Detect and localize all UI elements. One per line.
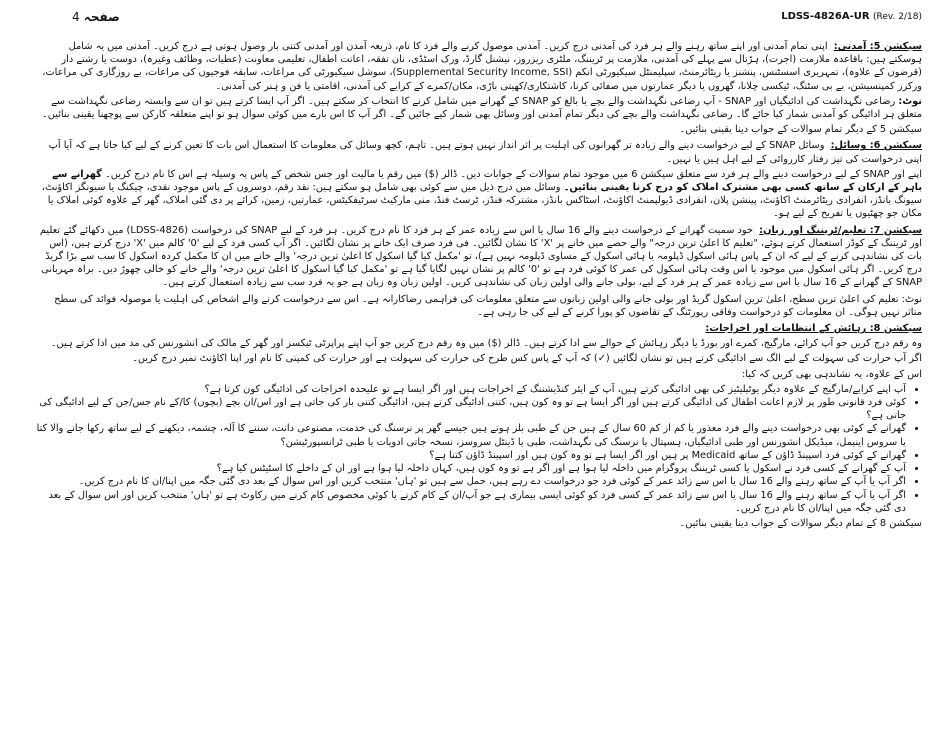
- section-8-heading: سیکشن 8: رہائش کے انتظامات اور اخراجات:: [705, 323, 922, 335]
- section-6-bold-instruction: گھرانے سے باہر کے ارکان کے ساتھ کسی بھی مشترک املاک کو درج کرنا یقینی بنائیں۔: [52, 168, 922, 194]
- section-7-note: نوٹ: تعلیم کی اعلیٰ ترین سطح، اعلیٰ ترین اسکول گریڈ اور بولی جانے والی اولین زبانوں سے متعلق معلومات کی فراہمی رضاکارانہ ہے۔ اس سے درخواست کرنے والے اشخاص کی اہلیت یا موصولہ فوائد کی سطح متاثر نہیں ہوگی۔ ان معلومات کو درخواست وفاقی رپورٹنگ کے تقاضوں کو پورا کرنے کے لیے کی جا رہی ہے۔: [54, 293, 922, 318]
- page-word: صفحہ: [83, 10, 120, 24]
- bullet-item: • آپ کے گھرانے کے کسی فرد نے اسکول یا کسی ٹریننگ پروگرام میں داخلہ لیا ہوا ہے اور اگر ہے تو وہ کون ہیں، کہاں داخلہ لیا ہوا ہے اور ان کے داخلے کا اسٹیٹس کیا ہے؟: [36, 462, 906, 475]
- section-7-body: خود سمیت گھرانے کے درخواست دینے والے 16 سال یا اس سے زیادہ عمر کے ہر فرد کا نام درج کریں۔ ہر فرد کے لیے SNAP کی درخواست (LDSS-4826) میں دکھائے گئے تعلیم اور ٹریننگ کے کوڈز استعمال کرتے ہوئے، "تعلیم کا اعلیٰ ترین درجہ" والے حصے میں خانے پر 'X' کا نشان لگائیں۔ فی فرد صرف ایک خانے پر نشان لگائیں۔ اگر آپ کسی فرد کے لیے '0' کالم میں 'X' درج کرتے ہیں، (اس بات کی نشاندہی کرنے کے لیے کہ ان کے پاس ہائی اسکول ڈپلومہ یا ہائی اسکول کے مساوی ڈپلومہ نہیں ہے)، تو 'مکمل کیا گیا اسکول کا اعلیٰ ترین درجہ' والے خانے میں ان کا مکمل کردہ اسکول کا سب سے بڑا گریڈ درج کریں۔ اگر ہائی اسکول میں موجود یا اس وقت ہائی اسکول کی عمر کا کوئی فرد ہے تو '0' کالم پر نشان نہیں لگایا گیا ہے تو 'مکمل کیا گیا اسکول کا اعلیٰ ترین درجہ' والے خانے کو خالی چھوڑ دیں۔ براہ مہربانی SNAP کے گھرانے کے 16 سال یا اس سے زیادہ عمر کے ہر فرد کے لیے، بولی جانے والی اولین زبان کی نشاندہی کریں۔ اولین زبان وہ زبان ہے جو یہ فرد سب سے زیادہ استعمال کرتے ہیں۔: [39, 224, 922, 289]
- section-6-details: [36, 168, 922, 221]
- section-8-heating: اگر آپ حرارت کی سہولت کے لیے الگ سے ادائیگی کرتے ہیں تو نشان لگائیں (✓) کہ آپ کے پاس کس طرح کی حرارت کی سہولت ہے اور حرارت کی کمپنی کا نام اور اپنا اکاؤنٹ نمبر درج کریں۔: [132, 353, 922, 365]
- form-revision: (Rev. 2/18): [873, 12, 922, 22]
- section-5-note-text: رضاعی نگہداشت کی ادائیگیاں اور SNAP - آپ رضاعی نگہداشت والے بچے یا بالغ کو SNAP کے گھرانے میں شامل کرنے کا انتخاب کر سکتے ہیں۔ اگر آپ ایسا کرتے ہیں تو ان سے وابستہ رضاعی نگہداشت سے متعلق ہر ادائیگی کو آمدنی شمار کیا جائے گا۔ رضاعی نگہداشت والے بچے کی دیگر تمام آمدنی اور وسائل بھی شمار کیے جائیں گے۔ اگر آپ کا اس بارے میں کوئی سوال ہو تو اپنے متعلقہ کارکن سے پوچھنا یقینی بنائیں۔: [42, 95, 922, 121]
- section-6-body: وسائل SNAP کے لیے درخواست دینے والے زیادہ تر گھرانوں کی اہلیت پر اثر انداز نہیں ہوتے ہیں۔ تاہم، کچھ وسائل کی معلومات کا استعمال اس بات کا تعین کرنے کے لیے کیا جاتا ہے کہ آیا آپ اپنی درخواست کی تیز رفتار کارروائی کے لیے اہل ہیں یا نہیں۔: [48, 140, 922, 165]
- bullet-item: • اگر آپ یا آپ کے ساتھ رہنے والے 16 سال یا اس سے زائد عمر کے کوئی فرد جو درخواست دے رہے ہیں، حمل سے ہیں تو 'ہاں' منتخب کریں اور اس سوال کے بعد دی گئی جگہ میں اپنا/ان کا نام درج کریں۔: [36, 475, 906, 488]
- section-8-bullet-list: [36, 383, 922, 515]
- section-8-body: وہ رقم درج کریں جو آپ کرائے، مارگیج، کمرے اور بورڈ یا دیگر رہائش کے حوالے سے ادا کرتے ہیں۔ ڈالر ($) میں وہ رقم درج کریں جو آپ اپنے پراپرٹی ٹیکسز اور گھر کے مالک کی انشورنس کی مد میں ادا کرتے ہیں۔: [50, 338, 922, 350]
- note-label: نوٹ:: [898, 95, 922, 107]
- section-7-paragraph: [36, 224, 922, 290]
- bullet-item: • گھرانے کے کوئی فرد اسپینڈ ڈاؤن کے ساتھ Medicaid پر ہیں اور اگر ایسا ہے تو وہ کون ہیں اور اسپینڈ ڈاؤن کتنا ہے؟: [36, 449, 906, 462]
- bullet-item: • اگر آپ یا آپ کے ساتھ رہنے والے 16 سال یا اس سے زائد عمر کے کسی فرد کو کوئی ایسی بیماری ہے جو آپ/ان کے کام کرنے یا کوئی مخصوص کام کرنے میں رکاوٹ ہے تو 'ہاں' منتخب کریں اور اس سوال کے بعد دی گئی جگہ میں اپنا/ان کا نام درج کریں۔: [36, 489, 906, 515]
- section-5-closing: سیکشن 5 کے دیگر تمام سوالات کے جواب دینا یقینی بنائیں۔: [679, 124, 922, 136]
- section-8-also-indicate: اس کے علاوہ، یہ نشاندہی بھی کریں کہ کیا:: [742, 368, 922, 380]
- page-number-value: 4: [72, 10, 80, 24]
- section-6-resource-list: وسائل میں درج ذیل میں سے کوئی بھی شامل ہو سکتے ہیں: نقد رقم، دوسروں کے پاس موجود نقدی، چیکنگ یا سیونگز اکاؤنٹ، سیونگ بانڈز، انفرادی ریٹائرمنٹ اکاؤنٹ، پینشن پلان، انفرادی ڈیولپمنٹ اکاؤنٹ، اسٹاکس بانڈز، مشترکہ فنڈز، ٹرسٹ فنڈ، منی مارکیٹ سرٹیفکیٹس، عمارتیں، زمین، کرائے پر دی گئی املاک، گھر کے علاوہ کوئی املاک یا مکان جو چھٹیوں یا تفریح کے لیے ہو۔: [41, 182, 922, 220]
- form-identifier: [781, 11, 922, 22]
- section-5-body: اپنی تمام آمدنی اور اپنے ساتھ رہنے والے ہر فرد کی آمدنی درج کریں۔ آمدنی موصول کرنے والے فرد کا نام، ذریعہ آمدن اور آمدنی کتنی بار وصول ہوتی ہے درج کریں۔ آمدنی میں یہ شامل ہوسکتے ہیں: باقاعدہ ملازمت (اجرت)، ہڑتال سے پہلے کی آمدنی، ملازمت پر ٹریننگ، ملٹری ریزروز، نیشنل گارڈ، ورک اسٹڈی، نان نفقہ، اعانت اطفال، تعلیمی معاونت (عطیات، وظائف وغیرہ)، دوست یا رشتے دار (قرضوں کے علاوہ)، تمہریری اسسٹنس، پنشنز یا ریٹائرمنٹ، سپلیمنٹل سیکیورٹی انکم (Supplemental Security Income, SSI)، سوشل سیکیورٹی کی مراعات، سابقہ فوجیوں کی مراعات، بے روزگاری کی مراعات، ورکرز کمپنسیشن، بے بی سٹنگ، ٹیکسی چلانا، گھروں یا دیگر عمارتوں میں صفائی کرنا، کاشتکاری/کھیتی باڑی، مکان/کمرے کے کرایے کی آمدنی، اقامتی یا فن و ہنر کی آمدنی۔: [42, 41, 922, 92]
- section-6-heading: سیکشن 6: وسائل:: [830, 140, 922, 152]
- section-6-paragraph: [36, 139, 922, 165]
- form-code: LDSS-4826A-UR: [781, 11, 870, 22]
- page-number: [72, 10, 124, 24]
- bullet-item: • آپ اپنے کرایے/مارگیج کے علاوہ دیگر یوٹیلیٹیز کی بھی ادائیگی کرتے ہیں، آپ کے ایئر کنڈیشننگ کے اخراجات ہیں اور اگر ایسا ہے تو علیحدہ اخراجات کی ادائیگی کون کرتا ہے؟: [36, 383, 906, 396]
- section-8-heading-line: [36, 322, 922, 335]
- section-5-paragraph: [36, 40, 922, 93]
- section-5-heading: سیکشن 5: آمدنی:: [833, 41, 922, 52]
- section-7-heading: سیکشن 7: تعلیم/ٹریننگ اور زبان:: [759, 224, 922, 236]
- section-8-closing: سیکشن 8 کے تمام دیگر سوالات کے جواب دینا یقینی بنائیں۔: [679, 517, 922, 529]
- section-5-note: [36, 95, 922, 121]
- bullet-item: • گھرانے کے کوئی بھی درخواست دینے والے فرد معذور یا کم از کم 60 سال کے ہیں جن کے طبی بلز ہوتے ہیں جیسے گھر پر نرسنگ کی خدمت، مصنوعی دانت، سننے کا آلہ، چشمہ، دیکھنے کے لیے ساتھ رکھا جانے والا کتا یا سروس اینیمل، میڈیکل انشورنس اور طبی ادائیگیاں، ہسپتال یا نرسنگ کی نگہداشت، طبی یا ڈینٹل سروسز، نسخہ جاتی ادویات یا طبی ٹرانسپورٹیشن؟: [36, 422, 906, 448]
- bullet-item: • کوئی فرد قانونی طور پر لازم اعانت اطفال کی ادائیگی کرتے ہیں اور اگر ایسا ہے تو وہ کون ہیں، کتنی ادائیگی کرتے ہیں، ادائیگی کتنی بار کی جاتی ہے اور اس/ان بچے (بچوں) کا/کے نام جس/جن کے لیے ادائیگی کی جاتی ہے؟: [36, 396, 906, 422]
- document-body: [36, 40, 922, 532]
- section-6-instructions: اپنے اور SNAP کے لیے درخواست دینے والے ہر فرد سے متعلق سیکشن 6 میں موجود تمام سوالات کے جوابات دیں۔ ڈالر ($) میں رقم یا مالیت اور جس شخص کے پاس یہ وسیلہ ہے اس کا نام درج کریں۔: [105, 168, 922, 180]
- page-header: [36, 10, 922, 32]
